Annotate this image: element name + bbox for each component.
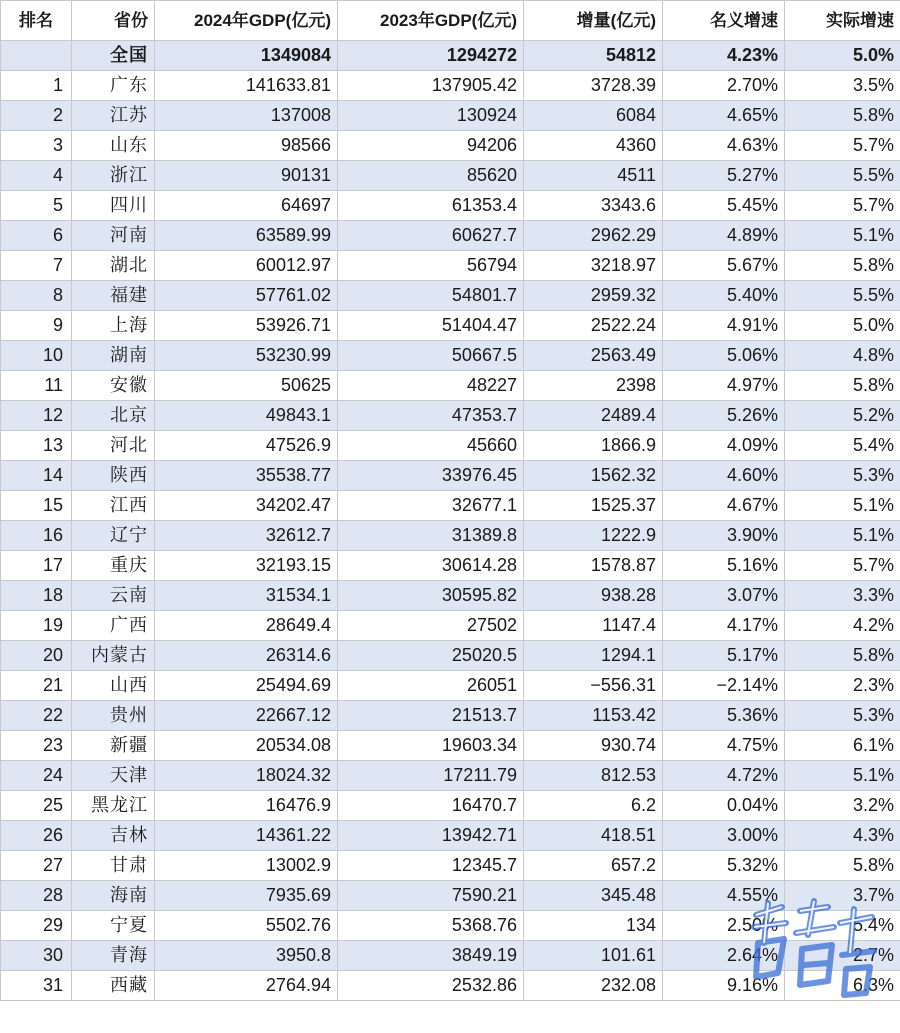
nominal-growth-cell[interactable]: 5.67% [663, 251, 785, 281]
nominal-growth-cell[interactable]: 5.40% [663, 281, 785, 311]
nominal-growth-cell[interactable]: 4.97% [663, 371, 785, 401]
gdp-2024-cell[interactable]: 28649.4 [155, 611, 338, 641]
table-row[interactable] [1, 491, 900, 521]
gdp-2024-cell[interactable]: 32612.7 [155, 521, 338, 551]
province-cell[interactable]: 山东 [72, 131, 155, 161]
gdp-2024-cell[interactable]: 5502.76 [155, 911, 338, 941]
increase-cell[interactable]: 3343.6 [524, 191, 663, 221]
province-cell[interactable]: 广西 [72, 611, 155, 641]
nominal-growth-cell[interactable]: 5.06% [663, 341, 785, 371]
increase-cell[interactable]: −556.31 [524, 671, 663, 701]
table-row[interactable] [1, 71, 900, 101]
gdp-2023-cell[interactable]: 47353.7 [338, 401, 524, 431]
gdp-2023-cell[interactable]: 61353.4 [338, 191, 524, 221]
province-cell[interactable]: 天津 [72, 761, 155, 791]
nominal-growth-cell[interactable]: 5.36% [663, 701, 785, 731]
real-growth-cell[interactable]: 3.5% [785, 71, 900, 101]
province-cell[interactable]: 浙江 [72, 161, 155, 191]
rank-cell[interactable]: 22 [1, 701, 72, 731]
increase-cell[interactable]: 812.53 [524, 761, 663, 791]
nominal-growth-cell[interactable]: 4.17% [663, 611, 785, 641]
increase-cell[interactable]: 134 [524, 911, 663, 941]
real-growth-cell[interactable]: 5.5% [785, 161, 900, 191]
nominal-growth-cell[interactable]: 5.45% [663, 191, 785, 221]
increase-cell[interactable]: 938.28 [524, 581, 663, 611]
province-cell[interactable]: 江苏 [72, 101, 155, 131]
real-growth-cell[interactable]: 5.7% [785, 191, 900, 221]
nominal-growth-cell[interactable]: 5.16% [663, 551, 785, 581]
table-row[interactable] [1, 671, 900, 701]
rank-cell[interactable]: 12 [1, 401, 72, 431]
table-row[interactable] [1, 371, 900, 401]
real-growth-cell[interactable]: 4.3% [785, 821, 900, 851]
rank-cell[interactable]: 9 [1, 311, 72, 341]
total-gdp-2023-cell[interactable]: 1294272 [338, 41, 524, 71]
province-cell[interactable]: 甘肃 [72, 851, 155, 881]
province-cell[interactable]: 江西 [72, 491, 155, 521]
table-row[interactable] [1, 641, 900, 671]
increase-cell[interactable]: 1562.32 [524, 461, 663, 491]
province-cell[interactable]: 湖南 [72, 341, 155, 371]
table-row[interactable] [1, 131, 900, 161]
header-row [1, 1, 900, 41]
province-cell[interactable]: 四川 [72, 191, 155, 221]
nominal-growth-cell[interactable]: 4.72% [663, 761, 785, 791]
table-row[interactable] [1, 251, 900, 281]
table-row[interactable] [1, 611, 900, 641]
gdp-2024-cell[interactable]: 34202.47 [155, 491, 338, 521]
province-cell[interactable]: 辽宁 [72, 521, 155, 551]
header-rank[interactable]: 排名 [1, 1, 72, 41]
rank-cell[interactable]: 18 [1, 581, 72, 611]
rank-cell[interactable]: 26 [1, 821, 72, 851]
rank-cell[interactable]: 3 [1, 131, 72, 161]
province-cell[interactable]: 吉林 [72, 821, 155, 851]
gdp-2023-cell[interactable]: 85620 [338, 161, 524, 191]
real-growth-cell[interactable]: 4.2% [785, 611, 900, 641]
province-cell[interactable]: 黑龙江 [72, 791, 155, 821]
gdp-2024-cell[interactable]: 53230.99 [155, 341, 338, 371]
province-cell[interactable]: 宁夏 [72, 911, 155, 941]
province-cell[interactable]: 重庆 [72, 551, 155, 581]
province-cell[interactable]: 湖北 [72, 251, 155, 281]
nominal-growth-cell[interactable]: 5.32% [663, 851, 785, 881]
province-cell[interactable]: 海南 [72, 881, 155, 911]
rank-cell[interactable]: 23 [1, 731, 72, 761]
province-cell[interactable]: 上海 [72, 311, 155, 341]
increase-cell[interactable]: 3728.39 [524, 71, 663, 101]
gdp-2023-cell[interactable]: 12345.7 [338, 851, 524, 881]
increase-cell[interactable]: 2962.29 [524, 221, 663, 251]
gdp-2023-cell[interactable]: 16470.7 [338, 791, 524, 821]
header-province[interactable]: 省份 [72, 1, 155, 41]
gdp-2023-cell[interactable]: 3849.19 [338, 941, 524, 971]
real-growth-cell[interactable]: 5.8% [785, 371, 900, 401]
nominal-growth-cell[interactable]: 4.89% [663, 221, 785, 251]
table-row[interactable] [1, 101, 900, 131]
increase-cell[interactable]: 6084 [524, 101, 663, 131]
increase-cell[interactable]: 2522.24 [524, 311, 663, 341]
gdp-2024-cell[interactable]: 64697 [155, 191, 338, 221]
real-growth-cell[interactable]: 5.0% [785, 311, 900, 341]
real-growth-cell[interactable]: 5.1% [785, 521, 900, 551]
nominal-growth-cell[interactable]: 4.60% [663, 461, 785, 491]
gdp-2023-cell[interactable]: 48227 [338, 371, 524, 401]
real-growth-cell[interactable]: 5.3% [785, 461, 900, 491]
rank-cell[interactable]: 4 [1, 161, 72, 191]
table-row[interactable] [1, 821, 900, 851]
rank-cell[interactable]: 2 [1, 101, 72, 131]
gdp-2024-cell[interactable]: 16476.9 [155, 791, 338, 821]
gdp-2023-cell[interactable]: 50667.5 [338, 341, 524, 371]
real-growth-cell[interactable]: 2.3% [785, 671, 900, 701]
increase-cell[interactable]: 2489.4 [524, 401, 663, 431]
province-cell[interactable]: 广东 [72, 71, 155, 101]
gdp-2023-cell[interactable]: 26051 [338, 671, 524, 701]
province-cell[interactable]: 安徽 [72, 371, 155, 401]
increase-cell[interactable]: 930.74 [524, 731, 663, 761]
increase-cell[interactable]: 1578.87 [524, 551, 663, 581]
real-growth-cell[interactable]: 3.3% [785, 581, 900, 611]
gdp-2024-cell[interactable]: 57761.02 [155, 281, 338, 311]
gdp-2024-cell[interactable]: 31534.1 [155, 581, 338, 611]
total-rank-cell[interactable] [1, 41, 72, 71]
rank-cell[interactable]: 24 [1, 761, 72, 791]
total-real-cell[interactable]: 5.0% [785, 41, 900, 71]
increase-cell[interactable]: 4360 [524, 131, 663, 161]
gdp-2023-cell[interactable]: 33976.45 [338, 461, 524, 491]
gdp-2023-cell[interactable]: 32677.1 [338, 491, 524, 521]
rank-cell[interactable]: 28 [1, 881, 72, 911]
real-growth-cell[interactable]: 3.7% [785, 881, 900, 911]
national-total-row[interactable] [1, 41, 900, 71]
header-nominal-growth[interactable]: 名义增速 [663, 1, 785, 41]
real-growth-cell[interactable]: 5.4% [785, 911, 900, 941]
real-growth-cell[interactable]: 5.1% [785, 491, 900, 521]
rank-cell[interactable]: 25 [1, 791, 72, 821]
nominal-growth-cell[interactable]: 5.26% [663, 401, 785, 431]
gdp-2023-cell[interactable]: 2532.86 [338, 971, 524, 1001]
province-cell[interactable]: 河北 [72, 431, 155, 461]
increase-cell[interactable]: 1525.37 [524, 491, 663, 521]
real-growth-cell[interactable]: 6.3% [785, 971, 900, 1001]
province-cell[interactable]: 福建 [72, 281, 155, 311]
gdp-2024-cell[interactable]: 22667.12 [155, 701, 338, 731]
gdp-2024-cell[interactable]: 35538.77 [155, 461, 338, 491]
gdp-2024-cell[interactable]: 50625 [155, 371, 338, 401]
rank-cell[interactable]: 6 [1, 221, 72, 251]
rank-cell[interactable]: 10 [1, 341, 72, 371]
gdp-2024-cell[interactable]: 98566 [155, 131, 338, 161]
real-growth-cell[interactable]: 5.8% [785, 101, 900, 131]
table-row[interactable] [1, 341, 900, 371]
nominal-growth-cell[interactable]: 0.04% [663, 791, 785, 821]
header-gdp-2024[interactable]: 2024年GDP(亿元) [155, 1, 338, 41]
table-row[interactable] [1, 281, 900, 311]
province-cell[interactable]: 西藏 [72, 971, 155, 1001]
total-gdp-2024-cell[interactable]: 1349084 [155, 41, 338, 71]
gdp-2024-cell[interactable]: 20534.08 [155, 731, 338, 761]
nominal-growth-cell[interactable]: 4.63% [663, 131, 785, 161]
gdp-2024-cell[interactable]: 137008 [155, 101, 338, 131]
increase-cell[interactable]: 4511 [524, 161, 663, 191]
increase-cell[interactable]: 657.2 [524, 851, 663, 881]
gdp-2023-cell[interactable]: 31389.8 [338, 521, 524, 551]
header-gdp-2023[interactable]: 2023年GDP(亿元) [338, 1, 524, 41]
gdp-2024-cell[interactable]: 47526.9 [155, 431, 338, 461]
rank-cell[interactable]: 11 [1, 371, 72, 401]
gdp-2024-cell[interactable]: 49843.1 [155, 401, 338, 431]
gdp-2023-cell[interactable]: 56794 [338, 251, 524, 281]
gdp-2024-cell[interactable]: 90131 [155, 161, 338, 191]
gdp-2024-cell[interactable]: 60012.97 [155, 251, 338, 281]
nominal-growth-cell[interactable]: 4.75% [663, 731, 785, 761]
rank-cell[interactable]: 7 [1, 251, 72, 281]
rank-cell[interactable]: 8 [1, 281, 72, 311]
nominal-growth-cell[interactable]: −2.14% [663, 671, 785, 701]
table-row[interactable] [1, 161, 900, 191]
gdp-2023-cell[interactable]: 30595.82 [338, 581, 524, 611]
table-row[interactable] [1, 911, 900, 941]
rank-cell[interactable]: 19 [1, 611, 72, 641]
gdp-2024-cell[interactable]: 26314.6 [155, 641, 338, 671]
gdp-2024-cell[interactable]: 25494.69 [155, 671, 338, 701]
table-row[interactable] [1, 701, 900, 731]
gdp-2024-cell[interactable]: 141633.81 [155, 71, 338, 101]
increase-cell[interactable]: 345.48 [524, 881, 663, 911]
increase-cell[interactable]: 1866.9 [524, 431, 663, 461]
gdp-2023-cell[interactable]: 27502 [338, 611, 524, 641]
gdp-2024-cell[interactable]: 3950.8 [155, 941, 338, 971]
nominal-growth-cell[interactable]: 5.17% [663, 641, 785, 671]
nominal-growth-cell[interactable]: 9.16% [663, 971, 785, 1001]
province-cell[interactable]: 内蒙古 [72, 641, 155, 671]
gdp-2023-cell[interactable]: 45660 [338, 431, 524, 461]
real-growth-cell[interactable]: 5.1% [785, 761, 900, 791]
nominal-growth-cell[interactable]: 4.09% [663, 431, 785, 461]
gdp-2023-cell[interactable]: 60627.7 [338, 221, 524, 251]
gdp-2023-cell[interactable]: 25020.5 [338, 641, 524, 671]
province-cell[interactable]: 贵州 [72, 701, 155, 731]
table-row[interactable] [1, 551, 900, 581]
nominal-growth-cell[interactable]: 3.90% [663, 521, 785, 551]
real-growth-cell[interactable]: 5.5% [785, 281, 900, 311]
province-cell[interactable]: 云南 [72, 581, 155, 611]
rank-cell[interactable]: 1 [1, 71, 72, 101]
increase-cell[interactable]: 2398 [524, 371, 663, 401]
rank-cell[interactable]: 16 [1, 521, 72, 551]
real-growth-cell[interactable]: 5.8% [785, 641, 900, 671]
nominal-growth-cell[interactable]: 5.27% [663, 161, 785, 191]
table-row[interactable] [1, 761, 900, 791]
gdp-2023-cell[interactable]: 130924 [338, 101, 524, 131]
gdp-2023-cell[interactable]: 13942.71 [338, 821, 524, 851]
gdp-2023-cell[interactable]: 137905.42 [338, 71, 524, 101]
province-cell[interactable]: 青海 [72, 941, 155, 971]
province-cell[interactable]: 河南 [72, 221, 155, 251]
increase-cell[interactable]: 232.08 [524, 971, 663, 1001]
table-row[interactable] [1, 521, 900, 551]
nominal-growth-cell[interactable]: 4.67% [663, 491, 785, 521]
nominal-growth-cell[interactable]: 4.55% [663, 881, 785, 911]
gdp-2023-cell[interactable]: 54801.7 [338, 281, 524, 311]
gdp-2023-cell[interactable]: 51404.47 [338, 311, 524, 341]
rank-cell[interactable]: 31 [1, 971, 72, 1001]
table-row[interactable] [1, 791, 900, 821]
gdp-2024-cell[interactable]: 18024.32 [155, 761, 338, 791]
table-row[interactable] [1, 971, 900, 1001]
gdp-2024-cell[interactable]: 13002.9 [155, 851, 338, 881]
gdp-2024-cell[interactable]: 32193.15 [155, 551, 338, 581]
real-growth-cell[interactable]: 4.8% [785, 341, 900, 371]
total-increase-cell[interactable]: 54812 [524, 41, 663, 71]
real-growth-cell[interactable]: 2.7% [785, 941, 900, 971]
real-growth-cell[interactable]: 5.7% [785, 131, 900, 161]
increase-cell[interactable]: 2563.49 [524, 341, 663, 371]
real-growth-cell[interactable]: 5.1% [785, 221, 900, 251]
increase-cell[interactable]: 418.51 [524, 821, 663, 851]
table-row[interactable] [1, 311, 900, 341]
rank-cell[interactable]: 17 [1, 551, 72, 581]
real-growth-cell[interactable]: 5.3% [785, 701, 900, 731]
table-row[interactable] [1, 401, 900, 431]
table-row[interactable] [1, 431, 900, 461]
real-growth-cell[interactable]: 5.7% [785, 551, 900, 581]
rank-cell[interactable]: 13 [1, 431, 72, 461]
total-province-cell[interactable]: 全国 [72, 41, 155, 71]
real-growth-cell[interactable]: 5.2% [785, 401, 900, 431]
nominal-growth-cell[interactable]: 3.07% [663, 581, 785, 611]
table-row[interactable] [1, 851, 900, 881]
table-row[interactable] [1, 461, 900, 491]
rank-cell[interactable]: 20 [1, 641, 72, 671]
nominal-growth-cell[interactable]: 2.70% [663, 71, 785, 101]
gdp-2023-cell[interactable]: 17211.79 [338, 761, 524, 791]
province-cell[interactable]: 新疆 [72, 731, 155, 761]
real-growth-cell[interactable]: 5.8% [785, 251, 900, 281]
increase-cell[interactable]: 3218.97 [524, 251, 663, 281]
gdp-2023-cell[interactable]: 19603.34 [338, 731, 524, 761]
nominal-growth-cell[interactable]: 2.64% [663, 941, 785, 971]
table-row[interactable] [1, 221, 900, 251]
nominal-growth-cell[interactable]: 4.65% [663, 101, 785, 131]
increase-cell[interactable]: 1153.42 [524, 701, 663, 731]
gdp-2024-cell[interactable]: 7935.69 [155, 881, 338, 911]
rank-cell[interactable]: 29 [1, 911, 72, 941]
rank-cell[interactable]: 14 [1, 461, 72, 491]
gdp-2024-cell[interactable]: 53926.71 [155, 311, 338, 341]
gdp-2023-cell[interactable]: 7590.21 [338, 881, 524, 911]
province-cell[interactable]: 北京 [72, 401, 155, 431]
increase-cell[interactable]: 2959.32 [524, 281, 663, 311]
table-row[interactable] [1, 581, 900, 611]
real-growth-cell[interactable]: 3.2% [785, 791, 900, 821]
total-nominal-cell[interactable]: 4.23% [663, 41, 785, 71]
gdp-2023-cell[interactable]: 21513.7 [338, 701, 524, 731]
gdp-2023-cell[interactable]: 5368.76 [338, 911, 524, 941]
real-growth-cell[interactable]: 5.8% [785, 851, 900, 881]
nominal-growth-cell[interactable]: 2.50% [663, 911, 785, 941]
header-increase[interactable]: 增量(亿元) [524, 1, 663, 41]
increase-cell[interactable]: 1294.1 [524, 641, 663, 671]
gdp-2024-cell[interactable]: 14361.22 [155, 821, 338, 851]
province-cell[interactable]: 陕西 [72, 461, 155, 491]
gdp-2024-cell[interactable]: 2764.94 [155, 971, 338, 1001]
real-growth-cell[interactable]: 5.4% [785, 431, 900, 461]
gdp-2024-cell[interactable]: 63589.99 [155, 221, 338, 251]
increase-cell[interactable]: 6.2 [524, 791, 663, 821]
increase-cell[interactable]: 1222.9 [524, 521, 663, 551]
rank-cell[interactable]: 30 [1, 941, 72, 971]
table-row[interactable] [1, 941, 900, 971]
increase-cell[interactable]: 1147.4 [524, 611, 663, 641]
nominal-growth-cell[interactable]: 3.00% [663, 821, 785, 851]
gdp-2023-cell[interactable]: 30614.28 [338, 551, 524, 581]
rank-cell[interactable]: 5 [1, 191, 72, 221]
rank-cell[interactable]: 21 [1, 671, 72, 701]
table-row[interactable] [1, 731, 900, 761]
province-cell[interactable]: 山西 [72, 671, 155, 701]
table-row[interactable] [1, 191, 900, 221]
header-real-growth[interactable]: 实际增速 [785, 1, 900, 41]
rank-cell[interactable]: 27 [1, 851, 72, 881]
increase-cell[interactable]: 101.61 [524, 941, 663, 971]
table-row[interactable] [1, 881, 900, 911]
rank-cell[interactable]: 15 [1, 491, 72, 521]
real-growth-cell[interactable]: 6.1% [785, 731, 900, 761]
gdp-2023-cell[interactable]: 94206 [338, 131, 524, 161]
nominal-growth-cell[interactable]: 4.91% [663, 311, 785, 341]
